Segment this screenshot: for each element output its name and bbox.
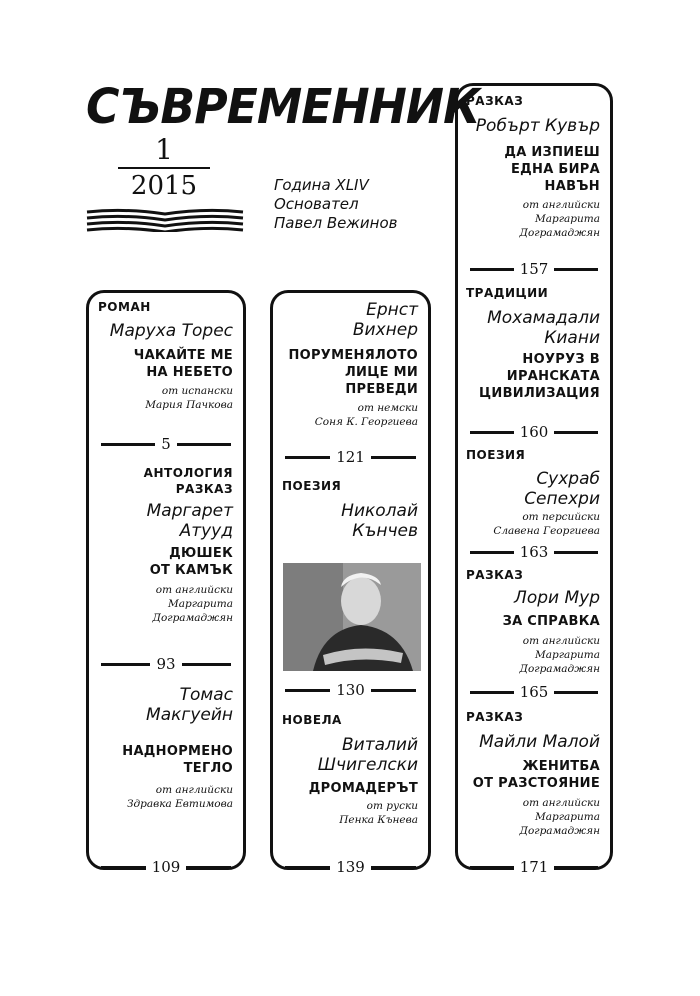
section-label: РАЗКАЗ xyxy=(466,94,524,108)
translator: от английски Маргарита Дограмаджян xyxy=(152,584,233,624)
author-name: Ернст Вихнер xyxy=(352,300,418,340)
page-number: 93 xyxy=(89,655,243,673)
work-title: ПОРУМЕНЯЛОТО ЛИЦЕ МИ ПРЕВЕДИ xyxy=(288,348,418,397)
translator: от руски Пенка Кънева xyxy=(339,800,418,826)
work-title: ЗА СПРАВКА xyxy=(502,614,600,629)
masthead xyxy=(86,79,480,135)
author-portrait-photo xyxy=(283,563,421,671)
year-volume: Година XLIV xyxy=(274,176,369,194)
toc-column-2 xyxy=(270,290,431,876)
issue-block xyxy=(118,135,210,201)
toc-column-1 xyxy=(86,290,246,876)
author-name: Николай Кънчев xyxy=(341,501,418,541)
work-title: ЖЕНИТБА ОТ РАЗСТОЯНИЕ xyxy=(472,759,600,791)
translator: от персийски Славена Георгиева xyxy=(493,511,600,537)
page-number: 171 xyxy=(458,858,610,876)
page-number: 157 xyxy=(458,260,610,278)
work-title: ЧАКАЙТЕ МЕ НА НЕБЕТО xyxy=(133,348,233,380)
author-name: Сухраб Сепехри xyxy=(524,469,600,509)
issue-number: 1 xyxy=(155,133,173,166)
page-number: 121 xyxy=(273,448,428,466)
toc-column-3 xyxy=(455,83,613,876)
section-label: ПОЕЗИЯ xyxy=(282,479,342,493)
author-name: Томас Макгуейн xyxy=(146,685,233,725)
page-number: 165 xyxy=(458,683,610,701)
work-title: ДРОМАДЕРЪТ xyxy=(308,781,418,796)
author-name: Маргарет Атууд xyxy=(146,501,233,541)
work-title: НОУРУЗ В ИРАНСКАТА ЦИВИЛИЗАЦИЯ xyxy=(479,352,600,401)
issue-divider xyxy=(118,167,210,169)
page-number: 130 xyxy=(273,681,428,699)
author-name: Лори Мур xyxy=(514,588,600,608)
translator: от английски Маргарита Дограмаджян xyxy=(519,635,600,675)
founder-label: Основател xyxy=(274,195,359,213)
page-number: 109 xyxy=(89,858,243,876)
book-emblem-icon xyxy=(85,208,245,232)
page-number: 163 xyxy=(458,543,610,561)
author-name: Майли Малой xyxy=(479,732,600,752)
page-number: 160 xyxy=(458,423,610,441)
author-name: Виталий Шчигелски xyxy=(317,735,418,775)
section-label: РОМАН xyxy=(98,300,151,314)
translator: от английски Маргарита Дограмаджян xyxy=(519,797,600,837)
section-label: РАЗКАЗ xyxy=(466,568,524,582)
masthead-title: СЪВРЕМЕННИК xyxy=(86,79,480,135)
publication-info xyxy=(274,176,398,233)
section-label: РАЗКАЗ xyxy=(466,710,524,724)
author-name: Робърт Кувър xyxy=(475,116,600,136)
section-label: АНТОЛОГИЯ РАЗКАЗ xyxy=(143,466,233,496)
section-label: НОВЕЛА xyxy=(282,713,342,727)
author-name: Мохамадали Киани xyxy=(487,308,600,348)
portrait-figure-icon xyxy=(283,563,421,671)
translator: от немски Соня К. Георгиева xyxy=(314,402,418,428)
translator: от английски Здравка Евтимова xyxy=(126,784,233,810)
work-title: НАДНОРМЕНО ТЕГЛО xyxy=(122,744,233,776)
work-title: ДЮШЕК ОТ КАМЪК xyxy=(149,546,233,578)
founder-name: Павел Вежинов xyxy=(274,214,398,232)
author-name: Маруха Торес xyxy=(109,321,233,341)
section-label: ПОЕЗИЯ xyxy=(466,448,526,462)
page-number: 139 xyxy=(273,858,428,876)
work-title: ДА ИЗПИЕШ ЕДНА БИРА НАВЪН xyxy=(504,145,600,194)
issue-year: 2015 xyxy=(130,171,198,201)
page-number: 5 xyxy=(89,435,243,453)
translator: от английски Маргарита Дограмаджян xyxy=(519,199,600,239)
section-label: ТРАДИЦИИ xyxy=(466,286,549,300)
translator: от испански Мария Пачкова xyxy=(145,385,233,411)
